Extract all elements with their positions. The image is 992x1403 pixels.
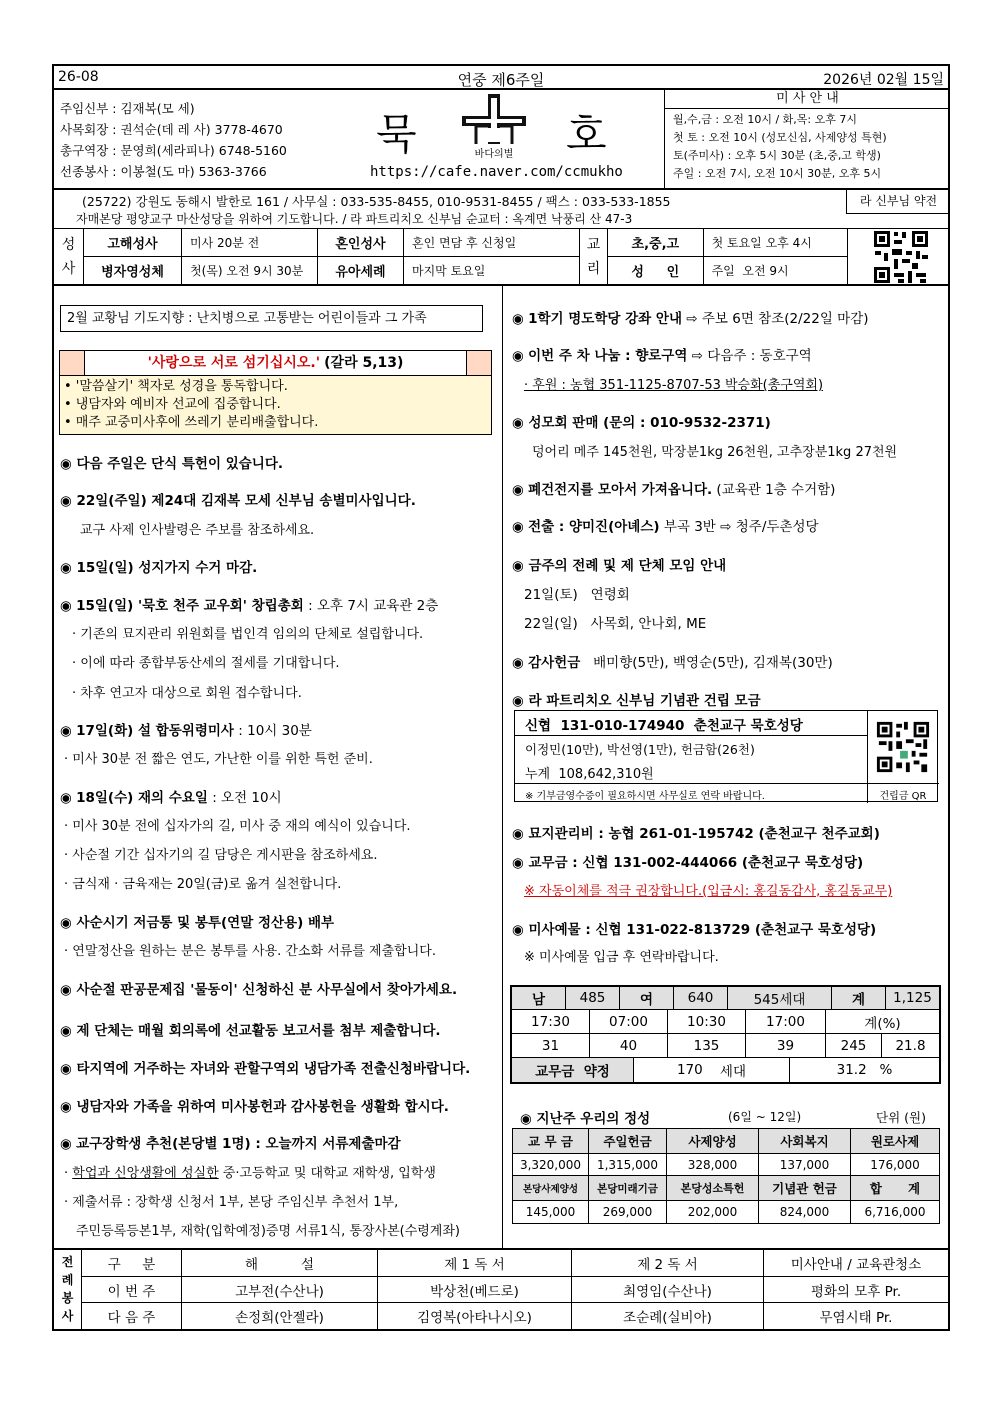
mothers-sale: ◉ 성모회 판매 (문의 : 010-9532-2371) bbox=[512, 411, 771, 431]
notice-sub: · 금식재 · 금육재는 20일(금)로 옮겨 실천합니다. bbox=[64, 877, 342, 892]
memorial-account: 신협 131-010-174940 춘천교구 묵호성당 bbox=[525, 718, 803, 734]
memorial-total: 누계 108,642,310원 bbox=[525, 767, 654, 782]
memorial-fund-box bbox=[514, 710, 938, 802]
top-info-block bbox=[52, 89, 950, 189]
offering-value: 1,315,000 bbox=[589, 1154, 667, 1175]
sacraments-block bbox=[52, 228, 950, 286]
church-logo bbox=[462, 94, 526, 160]
liturgy-row-label: 다 음 주 bbox=[82, 1303, 182, 1329]
mass-time: 10:30 bbox=[668, 1010, 746, 1033]
attendance-total: 245 bbox=[826, 1034, 882, 1057]
mothers-sale-items: 덩어리 메주 145천원, 막장분1kg 26천원, 고추장분1kg 27천원 bbox=[532, 445, 898, 460]
mass-heading: 미 사 안 내 bbox=[665, 90, 950, 109]
memorial-fund-title: ◉ 라 파트리치오 신부님 기념관 건립 모금 bbox=[512, 689, 761, 709]
cemetery-fee: ◉ 묘지관리비 : 농협 261-01-195742 (춘천교구 천주교회) bbox=[512, 822, 880, 842]
mass-saturday: 토(주미사) : 오후 5시 30분 (초,중,고 학생) bbox=[673, 149, 881, 162]
logo-text: 바다의별 bbox=[474, 149, 514, 160]
fr-biography-label[interactable]: 라 신부님 약전 bbox=[846, 190, 950, 214]
issue-date: 2026년 02월 15일 bbox=[823, 72, 944, 88]
adult-catechism-value: 주일 오전 9시 bbox=[711, 264, 789, 278]
adult-catechism-label: 성 인 bbox=[608, 257, 704, 284]
notice-sub: · 이에 따라 종합부동산세의 절세를 기대합니다. bbox=[72, 656, 340, 671]
liturgy-second-reader: 최영임(수산나) bbox=[572, 1277, 764, 1302]
offering-value: 176,000 bbox=[870, 1157, 920, 1172]
qr-code-icon bbox=[875, 719, 931, 775]
verse-line: • 냉담자와 예비자 선교에 집중합니다. bbox=[64, 397, 281, 412]
battery-collection: ◉ 폐건전지를 모아서 가져옵니다. (교육관 1층 수거함) bbox=[512, 478, 835, 498]
attendance-count: 31 bbox=[512, 1034, 590, 1057]
sick-communion-value: 첫(목) 오전 9시 30분 bbox=[182, 257, 318, 284]
offering-header: 본당성소특헌 bbox=[667, 1176, 759, 1200]
church-logo-icon bbox=[462, 94, 526, 144]
liturgy-header: 미사안내 / 교육관청소 bbox=[790, 1257, 922, 1273]
mass-first-sat: 첫 토 : 오전 10시 (성모신심, 사제양성 특현) bbox=[673, 131, 887, 144]
verse-line: • 매주 교중미사후에 쓰레기 분리배출합니다. bbox=[64, 415, 319, 430]
header-bar bbox=[52, 64, 950, 90]
tea-sharing: ◉ 이번 주 차 나눔 : 향로구역 ⇨ 다음주 : 동호구역 bbox=[512, 344, 812, 364]
confession-label: 고해성사 bbox=[84, 229, 182, 256]
offering-header: 사제양성 bbox=[667, 1129, 759, 1153]
marriage-value: 혼인 면담 후 신청일 bbox=[404, 229, 580, 256]
offering-header: 합 계 bbox=[869, 1181, 921, 1196]
mass-time: 17:30 bbox=[512, 1010, 590, 1033]
verse-reference: (갈라 5,13) bbox=[324, 355, 404, 371]
verse-box bbox=[59, 350, 492, 435]
offering-header: 원로사제 bbox=[870, 1134, 920, 1149]
liturgy-commentator: 고부전(수산나) bbox=[182, 1277, 378, 1302]
offering-header: 주일헌금 bbox=[589, 1129, 667, 1153]
offering-value: 6,716,000 bbox=[864, 1205, 926, 1219]
lecture-notice: ◉ 1학기 명도학당 강좌 안내 ⇨ 주보 6면 참조(2/22일 마감) bbox=[512, 307, 869, 327]
thanks-offering: ◉ 감사헌금 배미향(5만), 백영순(5만), 김재복(30만) bbox=[512, 651, 833, 671]
auto-transfer-note: ※ 자동이체를 적극 권장합니다.(입금시: 홍길동감사, 홍길동교무) bbox=[524, 884, 893, 899]
qr-code-icon bbox=[872, 229, 930, 285]
offering-value: 137,000 bbox=[759, 1154, 851, 1175]
liturgy-header: 구 분 bbox=[82, 1250, 182, 1276]
notice-transfer: ◉ 타지역에 거주하는 자녀와 관할구역외 냉담가족 전출신청바랍니다. bbox=[60, 1057, 470, 1077]
offering-header: 교 무 금 bbox=[513, 1129, 589, 1153]
offering-value: 269,000 bbox=[589, 1201, 667, 1223]
notice-sub: · 연말정산을 원하는 분은 봉투를 사용. 간소화 서류를 제출합니다. bbox=[64, 944, 436, 959]
notice-sub: · 미사 30분 전에 십자가의 길, 미사 중 재의 예식이 있습니다. bbox=[64, 819, 411, 834]
church-dues: ◉ 교무금 : 신협 131-002-444066 (춘천교구 묵호성당) bbox=[512, 851, 863, 871]
tea-sponsor: · 후원 : 농협 351-1125-8707-53 박승화(총구역회) bbox=[524, 378, 824, 393]
notice-fasting: ◉ 다음 주일은 단식 특헌이 있습니다. bbox=[60, 452, 283, 472]
infant-baptism-label: 유아세례 bbox=[318, 257, 404, 284]
notice-offering: ◉ 냉담자와 가족을 위하여 미사봉헌과 감사봉헌을 생활화 합시다. bbox=[60, 1095, 449, 1115]
mass-weekday: 월,수,금 : 오전 10시 / 화,목: 오후 7시 bbox=[673, 113, 857, 126]
staff-pastor: 주임신부 : 김재복(모 세) bbox=[60, 101, 195, 116]
male-count: 485 bbox=[566, 987, 620, 1009]
notice-workbook: ◉ 사순절 판공문제집 '물동이' 신청하신 분 사무실에서 찾아가세요. bbox=[60, 978, 457, 998]
liturgy-first-reader: 김영복(아타나시오) bbox=[378, 1303, 572, 1329]
notice-sub: · 기존의 묘지관리 위원회를 법인격 임의의 단체로 설립합니다. bbox=[72, 627, 424, 642]
receipt-note: ※ 기부금영수증이 필요하시면 사무실로 연락 바랍니다. bbox=[525, 791, 765, 802]
staff-district: 총구역장 : 문영희(세라피나) 6748-5160 bbox=[60, 143, 287, 158]
scholarship-documents-cont: 주민등록등본1부, 재학(입학예정)증명 서류1식, 통장사본(수령계좌) bbox=[76, 1224, 460, 1239]
attendance-count: 135 bbox=[668, 1034, 746, 1057]
dues-pledge-percent: 31.2 % bbox=[836, 1062, 893, 1078]
offering-value: 202,000 bbox=[667, 1201, 759, 1223]
mass-sunday: 주일 : 오전 7시, 오전 10시 30분, 오후 5시 bbox=[673, 167, 882, 180]
female-label: 여 bbox=[620, 987, 674, 1009]
notice-report: ◉ 제 단체는 매월 회의록에 선교활동 보고서를 첨부 제출합니다. bbox=[60, 1019, 441, 1039]
memorial-qr-code[interactable] bbox=[875, 719, 931, 779]
address-line: (25722) 강원도 동해시 발한로 161 / 사무실 : 033-535-8455, 010-9531-8455 / 팩스 : 033-533-1855 bbox=[82, 194, 671, 209]
meeting-sunday: 22일(일) 사목회, 안나회, ME bbox=[524, 616, 707, 632]
sister-parish-line: 자매본당 평양교구 마산성당을 위하여 기도합니다. / 라 파트리치오 신부님 순교터 : 옥계면 낙풍리 산 47-3 bbox=[76, 212, 633, 226]
attendance-total-label: 계(%) bbox=[864, 1015, 901, 1032]
youth-catechism-label: 초,중,고 bbox=[608, 229, 704, 256]
notice-memorial-mass: ◉ 17일(화) 설 합동위령미사 : 10시 30분 bbox=[60, 719, 312, 739]
liturgy-header: 제 1 독 서 bbox=[378, 1250, 572, 1276]
infant-baptism-value: 마지막 토요일 bbox=[404, 257, 580, 284]
dues-pledge-label: 교무금 약정 bbox=[512, 1058, 634, 1082]
verse-line: • '말씀살기' 책자로 성경을 통독합니다. bbox=[64, 379, 288, 394]
verse-title: '사랑으로 서로 섬기십시오.' bbox=[147, 355, 320, 371]
offering-title: ◉ 지난주 우리의 정성 bbox=[520, 1107, 650, 1127]
sick-communion-label: 병자영성체 bbox=[84, 257, 182, 284]
marriage-label: 혼인성사 bbox=[318, 229, 404, 256]
liturgy-commentator: 손정희(안젤라) bbox=[182, 1303, 378, 1329]
issue-code: 26-08 bbox=[58, 69, 99, 85]
offering-value: 145,000 bbox=[513, 1201, 589, 1223]
mass-info bbox=[664, 90, 950, 188]
notice-sub: 교구 사제 인사발령은 주보를 참조하세요. bbox=[80, 523, 315, 538]
title-left-char: 묵 bbox=[376, 110, 417, 159]
cafe-url[interactable]: https://cafe.naver.com/ccmukho bbox=[370, 164, 623, 180]
sacraments-label: 성 사 bbox=[54, 229, 84, 285]
offering-value: 824,000 bbox=[759, 1201, 851, 1223]
notice-lent-savings: ◉ 사순시기 저금통 및 봉투(연말 정산용) 배부 bbox=[60, 911, 334, 931]
notice-sub: · 미사 30분 전 짧은 연도, 가난한 이를 위한 특헌 준비. bbox=[64, 752, 373, 767]
meetings-title: ◉ 금주의 전례 및 제 단체 모임 안내 bbox=[512, 554, 726, 574]
attendance-percent: 21.8 bbox=[895, 1037, 926, 1054]
mass-time: 07:00 bbox=[590, 1010, 668, 1033]
notice-farewell-mass: ◉ 22일(주일) 제24대 김재복 모세 신부님 송별미사입니다. bbox=[60, 489, 416, 509]
liturgy-cleaning: 평화의 모후 Pr. bbox=[810, 1283, 902, 1300]
pope-prayer-intention: 2월 교황님 기도지향 : 난치병으로 고통받는 어린이들과 그 가족 bbox=[60, 305, 483, 332]
notice-sub: · 차후 연고자 대상으로 회원 접수합니다. bbox=[72, 686, 302, 701]
notice-palm-collection: ◉ 15일(일) 성지가지 수거 마감. bbox=[60, 556, 257, 576]
memorial-donors: 이정민(10만), 박선영(1만), 헌금함(26천) bbox=[525, 742, 755, 757]
scholarship-eligibility: · 학업과 신앙생활에 성실한 중·고등학교 및 대학교 재학생, 입학생 bbox=[64, 1166, 436, 1181]
notice-founding-assembly: ◉ 15일(일) '묵호 천주 교우회' 창립총회 : 오후 7시 교육관 2층 bbox=[60, 594, 438, 614]
transfer-out: ◉ 전출 : 양미진(아녜스) 부곡 3반 ⇨ 청주/두촌성당 bbox=[512, 515, 819, 535]
liturgy-header: 제 2 독 서 bbox=[572, 1250, 764, 1276]
catechism-label: 교 리 bbox=[580, 229, 608, 285]
mass-stipend-note: ※ 미사예물 입금 후 연락바랍니다. bbox=[524, 950, 719, 965]
offering-header: 본당미래기금 bbox=[589, 1176, 667, 1200]
offering-table bbox=[512, 1128, 940, 1224]
address-block bbox=[52, 189, 950, 229]
liturgy-cleaning: 무염시태 Pr. bbox=[819, 1310, 893, 1326]
notice-sub: · 사순절 기간 십자기의 길 담당은 게시판을 참조하세요. bbox=[64, 848, 378, 863]
offering-value: 328,000 bbox=[667, 1154, 759, 1175]
title-right-char: 호 bbox=[566, 110, 607, 159]
liturgy-service-table bbox=[52, 1248, 950, 1331]
census-table bbox=[510, 985, 941, 1084]
staff-council: 사목회장 : 권석순(데 레 사) 3778-4670 bbox=[60, 122, 283, 137]
notice-ash-wednesday: ◉ 18일(수) 재의 수요일 : 오전 10시 bbox=[60, 786, 282, 806]
staff-list bbox=[60, 98, 320, 182]
staff-funeral: 선종봉사 : 이봉철(도 마) 5363-3766 bbox=[60, 164, 267, 179]
offering-value: 3,320,000 bbox=[513, 1154, 589, 1175]
mass-time: 17:00 bbox=[746, 1010, 826, 1033]
dues-pledge-value: 170 세대 bbox=[634, 1058, 790, 1082]
attendance-count: 39 bbox=[746, 1034, 826, 1057]
biography-qr-code[interactable] bbox=[872, 229, 930, 285]
liturgy-row-label: 이 번 주 bbox=[82, 1277, 182, 1302]
liturgical-week: 연중 제6주일 bbox=[457, 71, 545, 89]
male-label: 남 bbox=[512, 987, 566, 1009]
offering-header: 사회복지 bbox=[759, 1129, 851, 1153]
offering-header: 본당사제양성 bbox=[513, 1176, 589, 1200]
liturgy-side-label: 전 례 봉 사 bbox=[54, 1250, 82, 1329]
notice-scholarship: ◉ 교구장학생 추천(본당별 1명) : 오늘까지 서류제출마감 bbox=[60, 1132, 401, 1152]
memorial-qr-label: 건립금 QR bbox=[879, 791, 927, 802]
liturgy-first-reader: 박상천(베드로) bbox=[378, 1277, 572, 1302]
liturgy-second-reader: 조순례(실비아) bbox=[572, 1303, 764, 1329]
attendance-count: 40 bbox=[590, 1034, 668, 1057]
households: 545세대 bbox=[728, 987, 832, 1009]
female-count: 640 bbox=[674, 987, 728, 1009]
catechism-table bbox=[608, 229, 848, 285]
mass-stipend: ◉ 미사예물 : 신협 131-022-813729 (춘천교구 묵호성당) bbox=[512, 918, 876, 938]
offering-period: (6일 ~ 12일) bbox=[728, 1110, 802, 1124]
total-count: 1,125 bbox=[893, 990, 932, 1006]
confession-value: 미사 20분 전 bbox=[182, 229, 318, 256]
scholarship-documents: · 제출서류 : 장학생 신청서 1부, 본당 주임신부 추천서 1부, bbox=[64, 1195, 399, 1210]
youth-catechism-value: 첫 토요일 오후 4시 bbox=[711, 236, 812, 250]
sacrament-table bbox=[84, 229, 580, 285]
total-label: 계 bbox=[832, 987, 886, 1009]
meeting-saturday: 21일(토) 연령회 bbox=[524, 587, 630, 603]
offering-header: 기념관 헌금 bbox=[759, 1176, 851, 1200]
offering-unit: 단위 (원) bbox=[876, 1110, 926, 1125]
liturgy-header: 해 설 bbox=[182, 1250, 378, 1276]
